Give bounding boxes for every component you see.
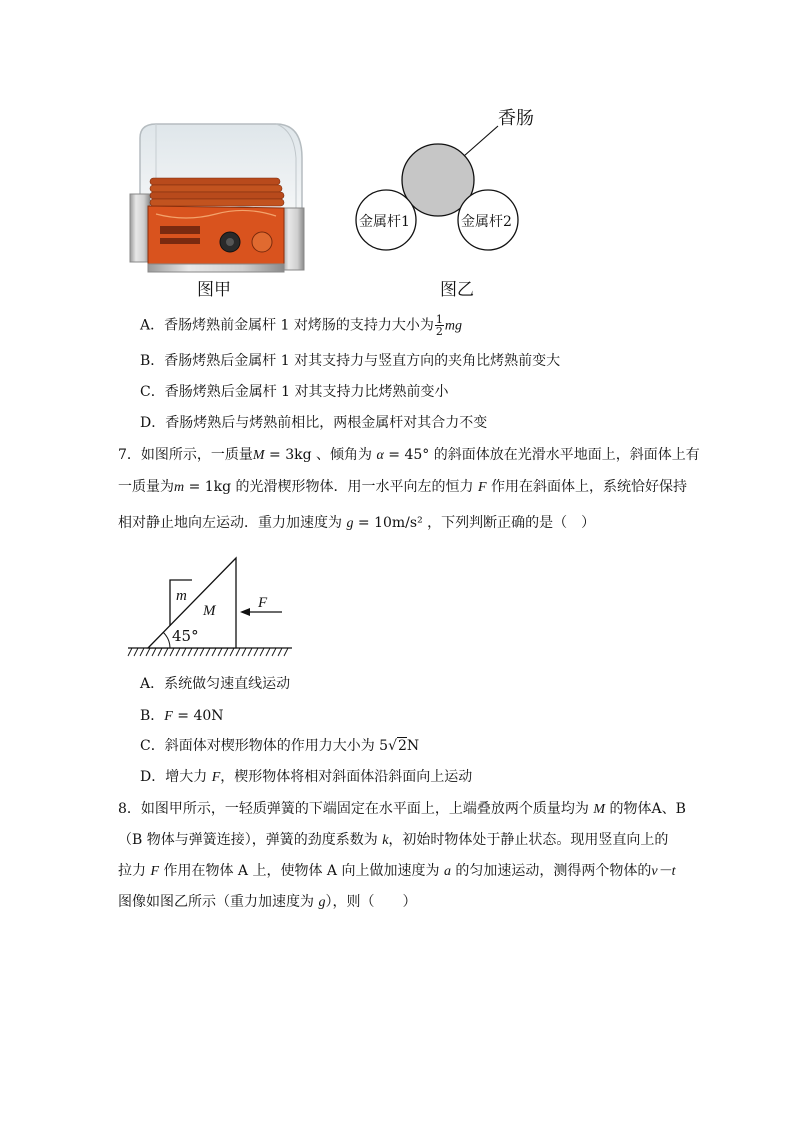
sausage-roaster-photo bbox=[126, 118, 306, 276]
q8-stem-line3: 拉力 F 作用在物体 A 上，使物体 A 向上做加速度为 a 的匀加速运动，测得两个物体的v－t bbox=[118, 863, 676, 879]
fig-label-M: M bbox=[203, 603, 216, 619]
q7-option-c: C．斜面体对楔形物体的作用力大小为 5√2N bbox=[140, 738, 420, 754]
q6-option-a: A．香肠烤熟前金属杆 1 对烤肠的支持力大小为 $\frac{1}{2}$ mg bbox=[140, 313, 463, 338]
fig-label-m: m bbox=[176, 588, 187, 604]
figure-caption-left: 图甲 bbox=[197, 280, 231, 300]
q7-option-d: D．增大力 F，楔形物体将相对斜面体沿斜面向上运动 bbox=[140, 769, 473, 785]
fig-label-angle: 45° bbox=[172, 627, 199, 645]
q6-option-b: B．香肠烤熟后金属杆 1 对其支持力与竖直方向的夹角比烤熟前变大 bbox=[140, 353, 561, 369]
q7-option-b: B．F = 40N bbox=[140, 708, 224, 724]
q7-option-a: A．系统做匀速直线运动 bbox=[140, 676, 291, 692]
figure-caption-right: 图乙 bbox=[440, 280, 474, 300]
q6-option-c: C．香肠烤熟后金属杆 1 对其支持力比烤熟前变小 bbox=[140, 384, 449, 400]
q7-stem-line1: 7．如图所示，一质量M = 3kg 、倾角为 α = 45° 的斜面体放在光滑水平地面上，斜面体上有 bbox=[118, 447, 700, 463]
sausage-leader-line bbox=[464, 126, 498, 156]
q7-stem-line2: 一质量为m = 1kg 的光滑楔形物体．用一水平向左的恒力 F 作用在斜面体上，系统恰好保持 bbox=[118, 479, 688, 495]
sausage-label: 香肠 bbox=[498, 108, 534, 129]
q6-option-d: D．香肠烤熟后与烤熟前相比，两根金属杆对其合力不变 bbox=[140, 415, 488, 431]
q8-stem-line2: （B 物体与弹簧连接），弹簧的劲度系数为 k，初始时物体处于静止状态。现用竖直向上的 bbox=[118, 832, 669, 848]
rod2-label: 金属杆2 bbox=[461, 214, 512, 230]
rod1-label: 金属杆1 bbox=[359, 214, 410, 230]
q7-stem-line3: 相对静止地向左运动．重力加速度为 g = 10m/s² ，下列判断正确的是（ ） bbox=[118, 515, 596, 531]
fig-label-F: F bbox=[258, 595, 268, 611]
q8-stem-line4: 图像如图乙所示（重力加速度为 g），则（ ） bbox=[118, 894, 417, 910]
q8-stem-line1: 8．如图甲所示，一轻质弹簧的下端固定在水平面上，上端叠放两个质量均为 M 的物体A、B bbox=[118, 801, 686, 817]
